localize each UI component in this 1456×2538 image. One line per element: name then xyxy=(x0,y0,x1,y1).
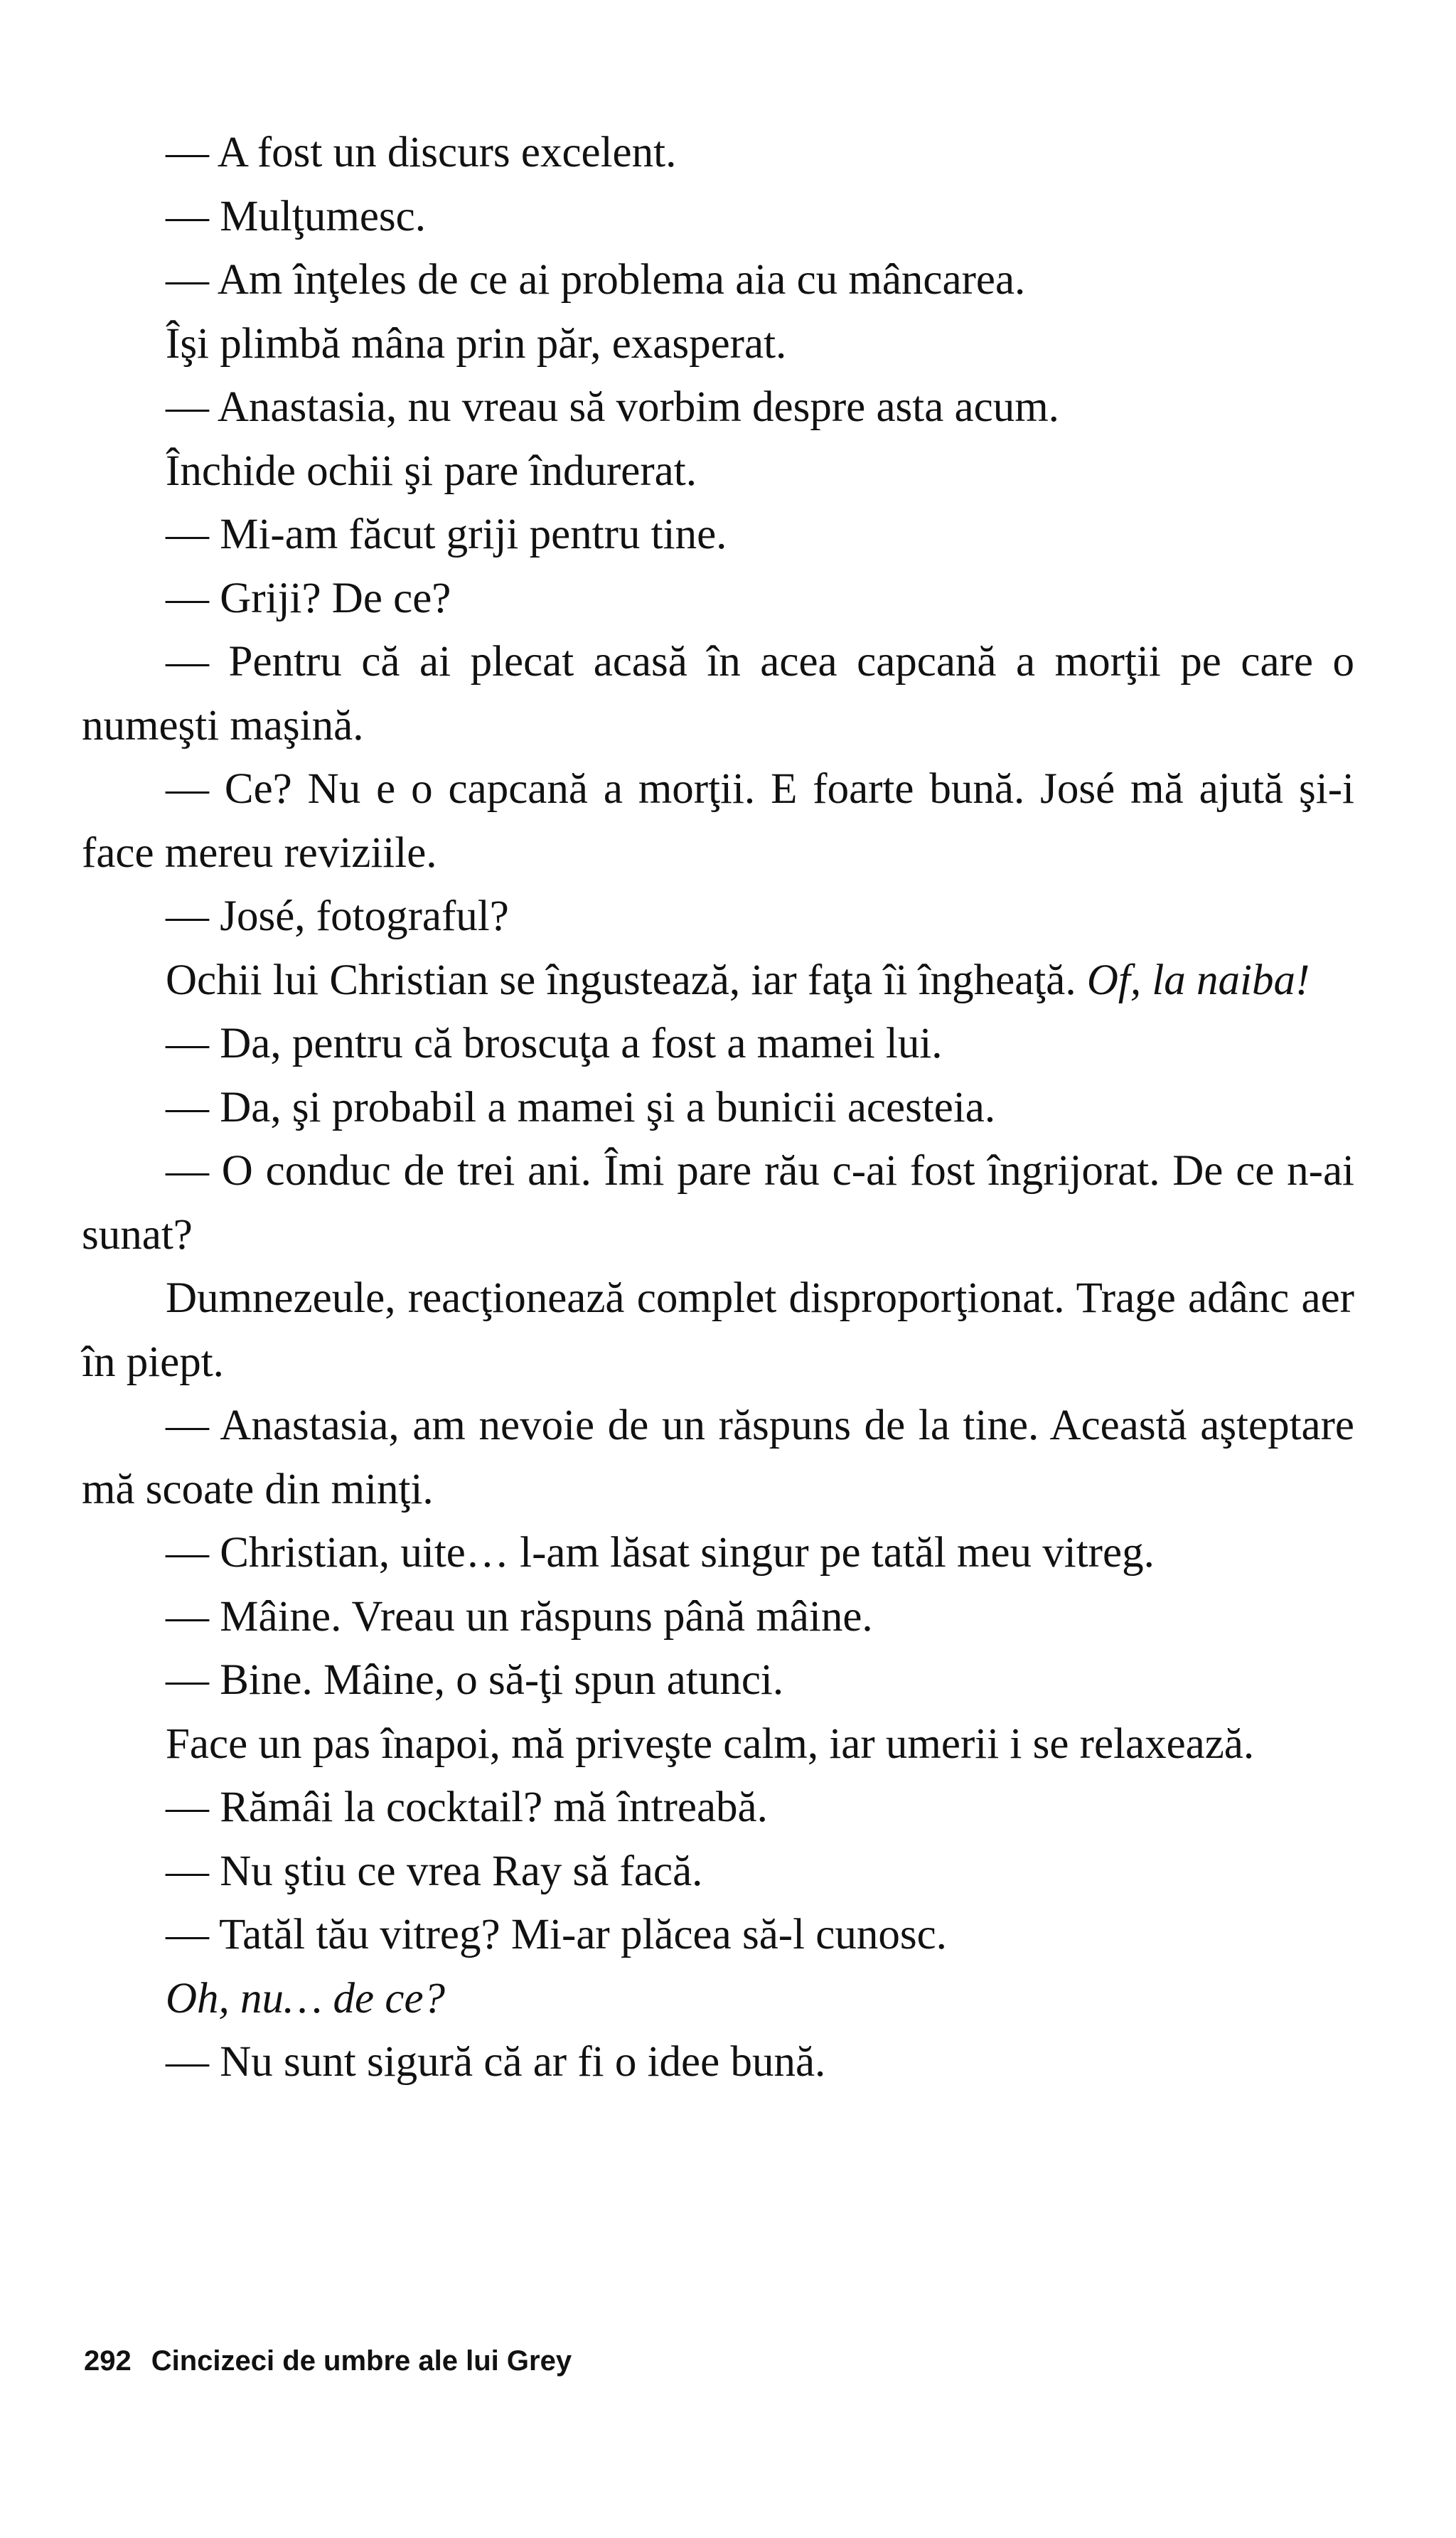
paragraph: — Da, pentru că broscuţa a fost a mamei lui. xyxy=(166,1020,943,1067)
paragraph-text: Ochii lui Christian se îngustează, iar faţa îi îngheaţă. xyxy=(166,956,1087,1004)
paragraph: Face un pas înapoi, mă priveşte calm, iar umerii i se relaxează. xyxy=(166,1719,1255,1768)
paragraph: Închide ochii şi pare îndurerat. xyxy=(166,447,697,495)
paragraph: — Ce? Nu e o capcană a morţii. E foarte bună. José mă ajută şi-i face mereu reviziile. xyxy=(82,765,1354,877)
paragraph: — O conduc de trei ani. Îmi pare rău c-ai fost îngrijorat. De ce n-ai sunat? xyxy=(82,1147,1354,1259)
paragraph: — Nu sunt sigură că ar fi o idee bună. xyxy=(166,2038,826,2086)
italic-thought: Of, la naiba! xyxy=(1086,956,1310,1004)
paragraph: Îşi plimbă mâna prin păr, exasperat. xyxy=(166,319,787,368)
paragraph: — Anastasia, am nevoie de un răspuns de la tine. Această aşteptare mă scoate din minţi. xyxy=(82,1402,1354,1513)
paragraph: — A fost un discurs excelent. xyxy=(166,129,677,176)
paragraph: — Griji? De ce? xyxy=(166,574,451,622)
running-title: Cincizeci de umbre ale lui Grey xyxy=(151,2345,572,2377)
paragraph: — Bine. Mâine, o să-ţi spun atunci. xyxy=(166,1656,784,1704)
paragraph: — Mâine. Vreau un răspuns până mâine. xyxy=(166,1592,873,1641)
paragraph: — Christian, uite… l-am lăsat singur pe tatăl meu vitreg. xyxy=(166,1529,1155,1577)
paragraph: — Pentru că ai plecat acasă în acea capcană a morţii pe care o numeşti maşină. xyxy=(82,638,1354,750)
page-footer xyxy=(84,2340,572,2382)
paragraph xyxy=(82,1967,1354,2031)
paragraph: — Mi-am făcut griji pentru tine. xyxy=(166,511,727,558)
paragraph: — Tatăl tău vitreg? Mi-ar plăcea să-l cunosc. xyxy=(166,1911,947,1958)
italic-thought: Oh, nu… de ce? xyxy=(166,1974,446,2022)
paragraph: — José, fotograful? xyxy=(166,892,509,940)
paragraph: — Nu ştiu ce vrea Ray să facă. xyxy=(166,1847,703,1895)
body-text xyxy=(82,121,1354,2094)
paragraph: — Da, şi probabil a mamei şi a bunicii acesteia. xyxy=(166,1083,996,1131)
paragraph: — Mulţumesc. xyxy=(166,192,426,240)
paragraph xyxy=(82,949,1354,1013)
page-number: 292 xyxy=(84,2345,132,2377)
paragraph: — Rămâi la cocktail? mă întreabă. xyxy=(166,1783,768,1831)
paragraph: — Am înţeles de ce ai problema aia cu mâncarea. xyxy=(166,256,1026,304)
paragraph: Dumnezeule, reacţionează complet disproporţionat. Trage adânc aer în piept. xyxy=(82,1274,1354,1386)
paragraph: — Anastasia, nu vreau să vorbim despre asta acum. xyxy=(166,383,1059,431)
